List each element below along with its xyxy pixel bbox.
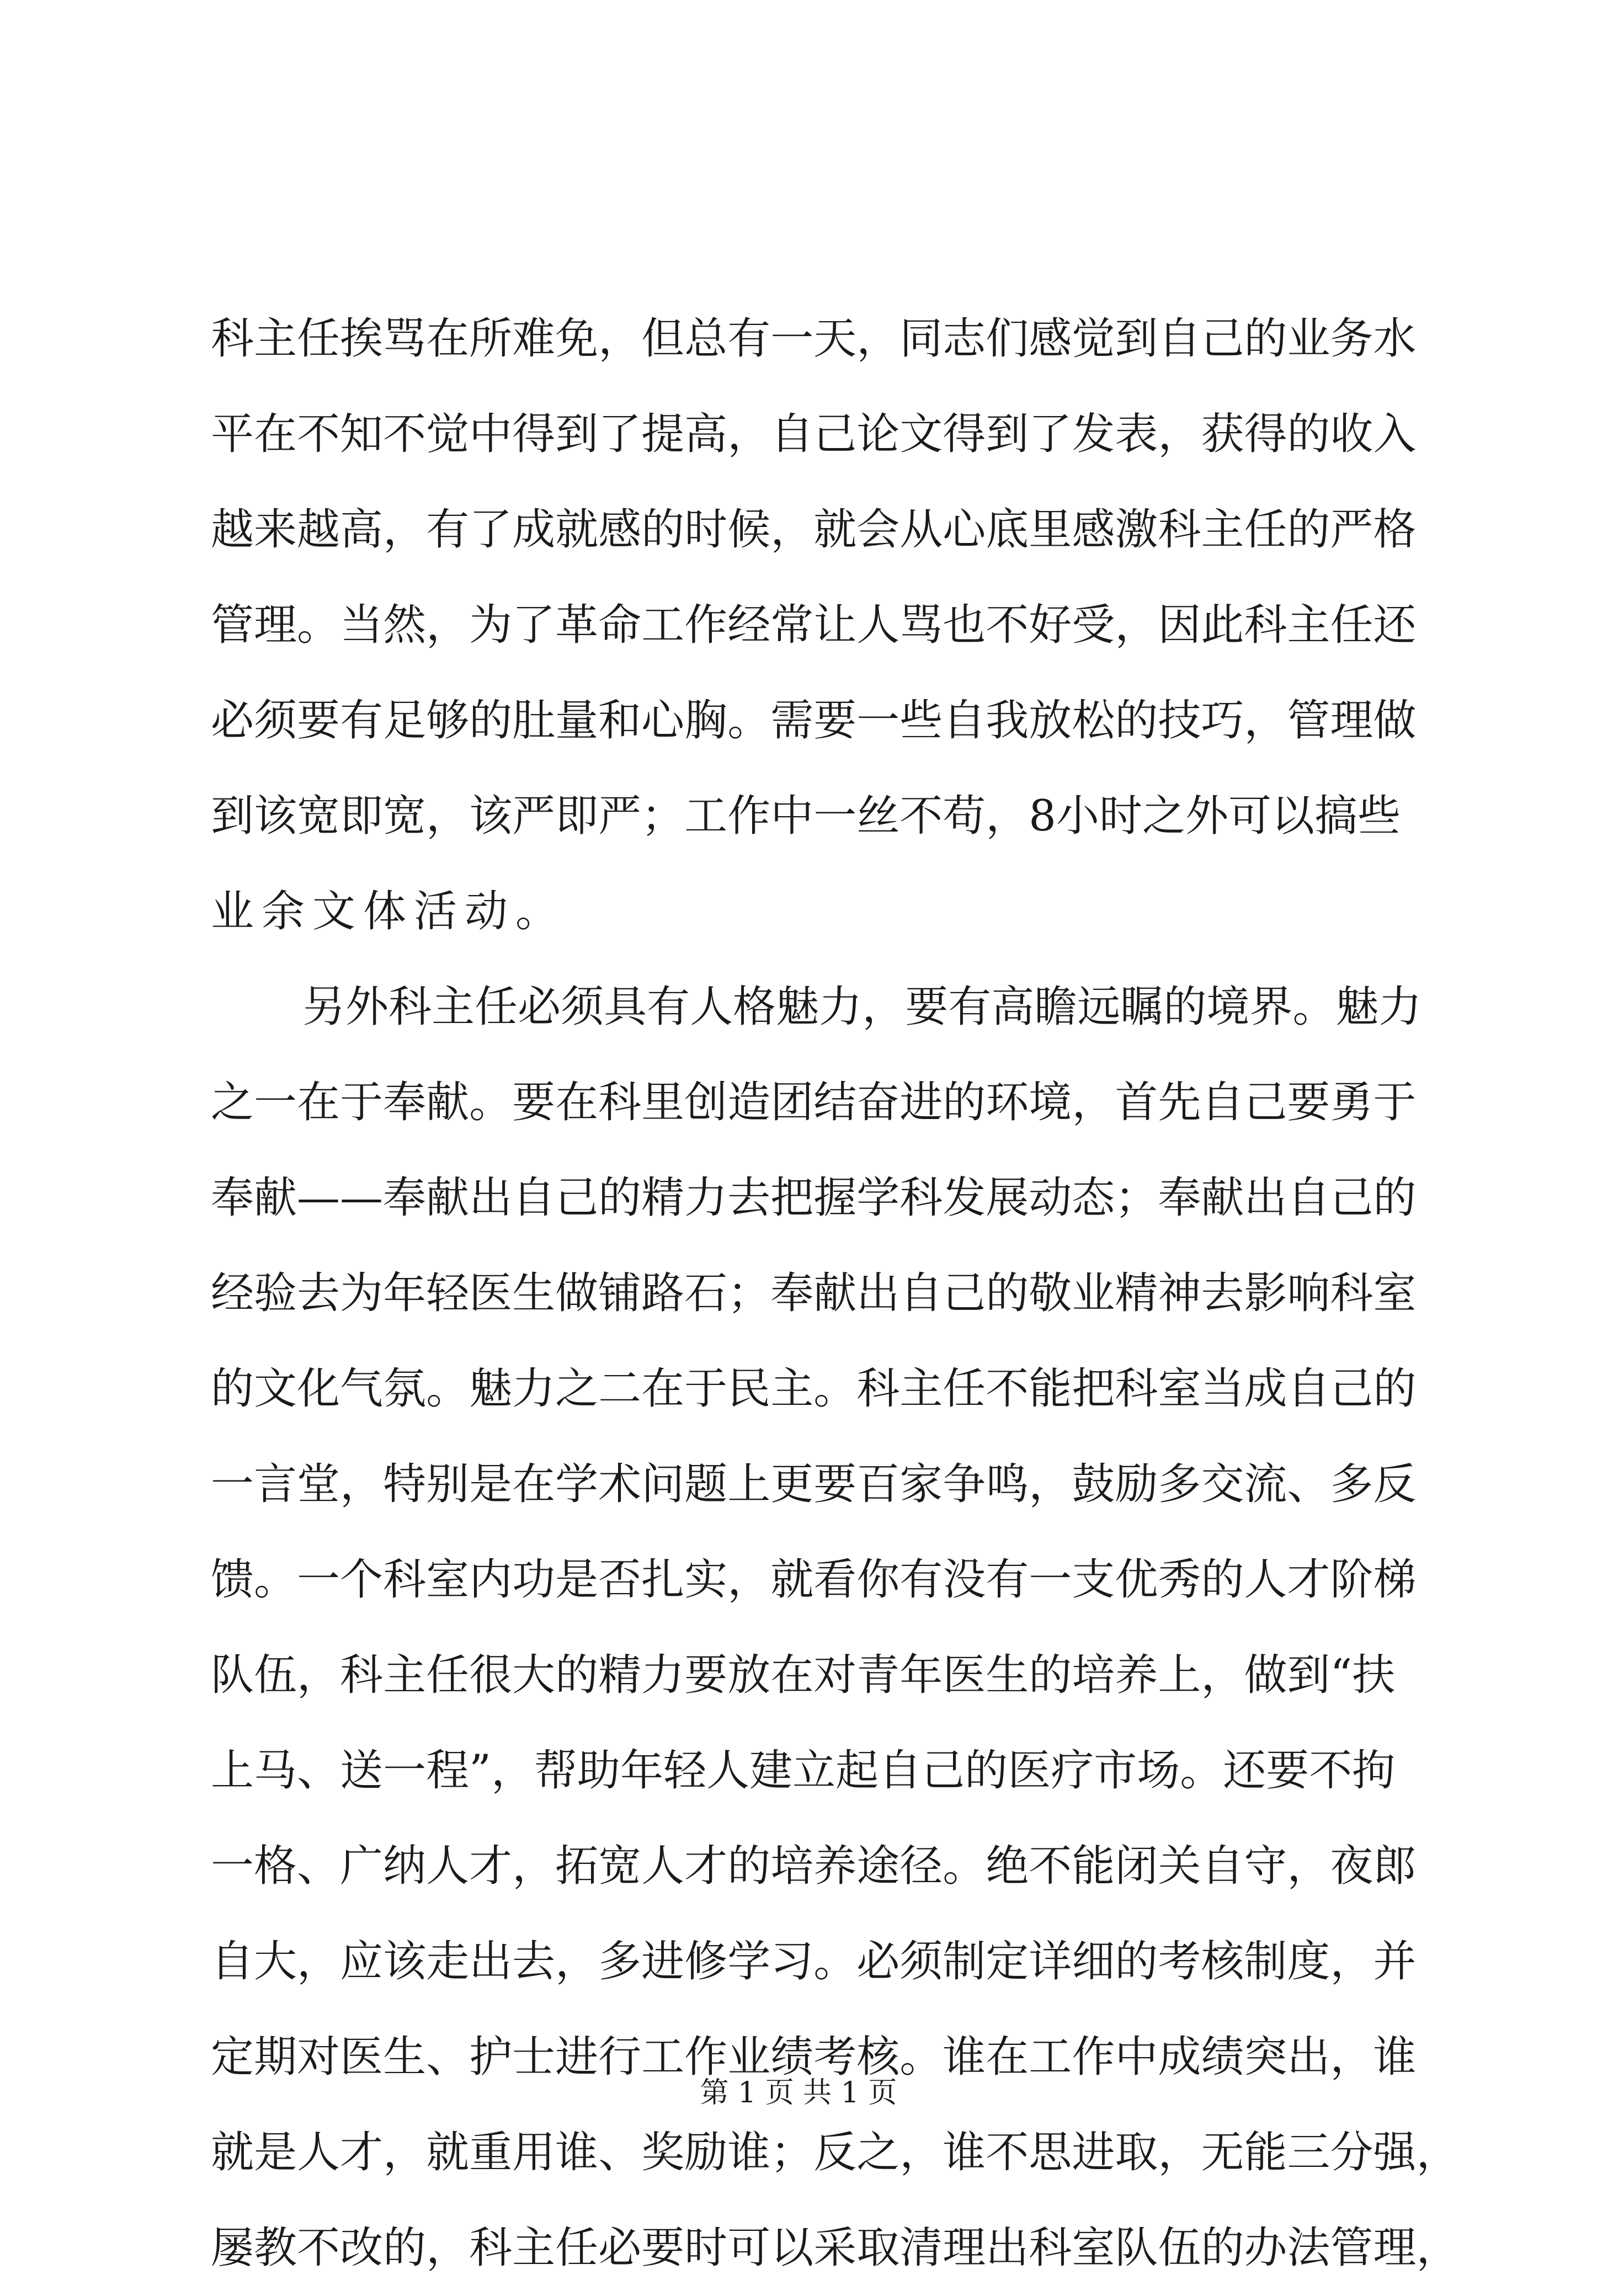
text-line: 一 格 、 广 纳 人 才 ， 拓 宽 人 才 的 培 养 途 径 。 绝 不 能 闭 关 自 守 ， 夜 郎	[211, 1841, 1417, 1891]
text-line: 屡 教 不 改 的 ， 科 主 任 必 要 时 可 以 采 取 清 理 出 科 室 队 伍 的 办 法 管 理 ，	[211, 2223, 1460, 2273]
text-line: 就 是 人 才 ， 就 重 用 谁 、 奖 励 谁 ； 反 之 ， 谁 不 思 进 取 ， 无 能 三 分 强 ，	[211, 2128, 1460, 2177]
text-line: 自 大 ， 应 该 走 出 去 ， 多 进 修 学 习 。 必 须 制 定 详 细 的 考 核 制 度 ， 并	[211, 1937, 1417, 1986]
text-line: 到 该 宽 即 宽 ， 该 严 即 严 ； 工 作 中 一 丝 不 苟 ， 8 小 时 之 外 可 以 搞 些	[211, 791, 1401, 841]
text-line: 越 来 越 高 ， 有 了 成 就 感 的 时 候 ， 就 会 从 心 底 里 感 激 科 主 任 的 严 格	[211, 505, 1417, 555]
document-body	[211, 291, 1460, 2296]
text-line: 奉 献 — — 奉 献 出 自 己 的 精 力 去 把 握 学 科 发 展 动 态 ； 奉 献 出 自 己 的	[211, 1173, 1417, 1223]
text-line: 之 一 在 于 奉 献 。 要 在 科 里 创 造 团 结 奋 进 的 环 境 ， 首 先 自 己 要 勇 于	[211, 1078, 1417, 1127]
text-line: 队 伍 ， 科 主 任 很 大 的 精 力 要 放 在 对 青 年 医 生 的 培 养 上 ， 做 到 “ 扶	[211, 1650, 1396, 1700]
text-line: 另 外 科 主 任 必 须 具 有 人 格 魅 力 ， 要 有 高 瞻 远 瞩 的 境 界 。 魅 力	[302, 982, 1422, 1032]
text-line: 平 在 不 知 不 觉 中 得 到 了 提 高 ， 自 己 论 文 得 到 了 发 表 ， 获 得 的 收 入	[211, 409, 1417, 459]
text-line: 经 验 去 为 年 轻 医 生 做 铺 路 石 ； 奉 献 出 自 己 的 敬 业 精 神 去 影 响 科 室	[211, 1269, 1417, 1318]
text-line: 馈 。 一 个 科 室 内 功 是 否 扎 实 ， 就 看 你 有 没 有 一 支 优 秀 的 人 才 阶 梯	[211, 1555, 1417, 1605]
text-line: 定 期 对 医 生 、 护 士 进 行 工 作 业 绩 考 核 。 谁 在 工 作 中 成 绩 突 出 ， 谁	[211, 2032, 1417, 2082]
text-line: 的 文 化 气 氛 。 魅 力 之 二 在 于 民 主 。 科 主 任 不 能 把 科 室 当 成 自 己 的	[211, 1364, 1417, 1414]
text-line: 业余文体活动。	[211, 887, 567, 936]
paragraph	[211, 291, 1417, 960]
text-line: 上 马 、 送 一 程 ” ， 帮 助 年 轻 人 建 立 起 自 己 的 医 疗 市 场 。 还 要 不 拘	[211, 1746, 1396, 1796]
text-line: 一 言 堂 ， 特 别 是 在 学 术 问 题 上 更 要 百 家 争 鸣 ， 鼓 励 多 交 流 、 多 反	[211, 1459, 1417, 1509]
page-footer: 第 1 页 共 1 页	[700, 2076, 897, 2109]
text-line: 必 须 要 有 足 够 的 肚 量 和 心 胸 。 需 要 一 些 自 我 放 松 的 技 巧 ， 管 理 做	[211, 696, 1417, 745]
text-line: 管 理 。 当 然 ， 为 了 革 命 工 作 经 常 让 人 骂 也 不 好 受 ， 因 此 科 主 任 还	[211, 600, 1417, 650]
text-line: 科 主 任 挨 骂 在 所 难 免 ， 但 总 有 一 天 ， 同 志 们 感 觉 到 自 己 的 业 务 水	[211, 314, 1417, 364]
